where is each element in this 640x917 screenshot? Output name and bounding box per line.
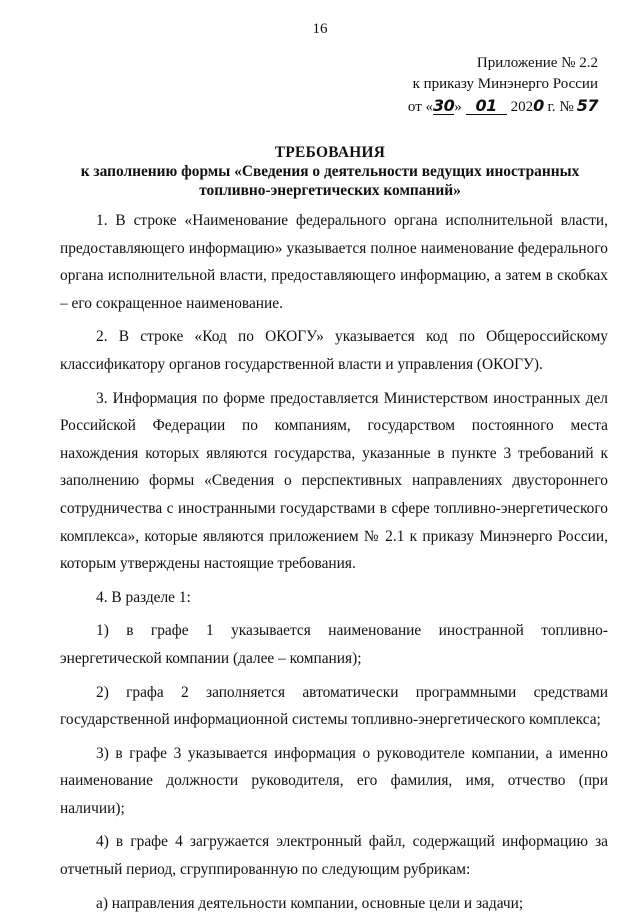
paragraph-3: 3. Информация по форме предоставляется Министерством иностранных дел Российской Федерации по компаниям, государством постоянного места нахождения которых являются государства, указанные в пункте 3 требований к заполнению формы «Сведения о перспективных направлениях двустороннего сотрудничества с иностранными государствами в сфере топливно-энергетического комплекса», которые являются приложением № 2.1 к приказу Минэнерго России, которым утверждены настоящие требования. xyxy=(60,389,608,573)
paragraph-4-4-a: а) направления деятельности компании, основные цели и задачи; xyxy=(96,894,524,912)
year-suffix: г. № xyxy=(543,99,574,115)
paragraph-4-3: 3) в графе 3 указывается информация о руководителе компании, а именно наименование должности руководителя, его фамилия, имя, отчество (при наличии); xyxy=(60,744,608,817)
date-day-close: » xyxy=(454,99,462,115)
appendix-line-1: Приложение № 2.2 xyxy=(476,55,598,71)
title-line-2: к заполнению формы «Сведения о деятельности ведущих иностранных xyxy=(80,163,580,180)
handwritten-day: 30 xyxy=(433,96,455,115)
document-body xyxy=(60,207,608,917)
document-title xyxy=(60,143,600,200)
title-line-3: топливно-энергетических компаний» xyxy=(199,182,461,199)
paragraph-4: 4. В разделе 1: xyxy=(96,588,191,606)
appendix-header xyxy=(408,53,598,118)
paragraph-4-1: 1) в графе 1 указывается наименование иностранной топливно-энергетической компании (далее – компания); xyxy=(60,622,608,667)
handwritten-order-number: 57 xyxy=(576,96,598,115)
handwritten-year-digit: 0 xyxy=(533,96,544,115)
appendix-line-2: к приказу Минэнерго России xyxy=(412,76,598,92)
year-prefix: 202 xyxy=(510,99,534,115)
page-number: 16 xyxy=(312,21,328,37)
paragraph-4-2: 2) графа 2 заполняется автоматически программными средствами государственной информационной системы топливно-энергетического комплекса; xyxy=(60,683,608,729)
paragraph-2: 2. В строке «Код по ОКОГУ» указывается код по Общероссийскому классификатору органов государственной власти и управления (ОКОГУ). xyxy=(60,328,608,373)
title-main: ТРЕБОВАНИЯ xyxy=(274,144,386,161)
paragraph-1: 1. В строке «Наименование федерального органа исполнительной власти, предоставляющего информацию» указывается полное наименование федерального органа исполнительной власти, предоставляющего информацию, а затем в скобках – его сокращенное наименование. xyxy=(60,212,608,312)
paragraph-4-4: 4) в графе 4 загружается электронный файл, содержащий информацию за отчетный период, сгруппированную по следующим рубрикам: xyxy=(60,833,608,879)
date-prefix: от « xyxy=(407,99,434,115)
handwritten-month: 01 xyxy=(466,98,507,115)
appendix-date-line xyxy=(408,95,598,118)
